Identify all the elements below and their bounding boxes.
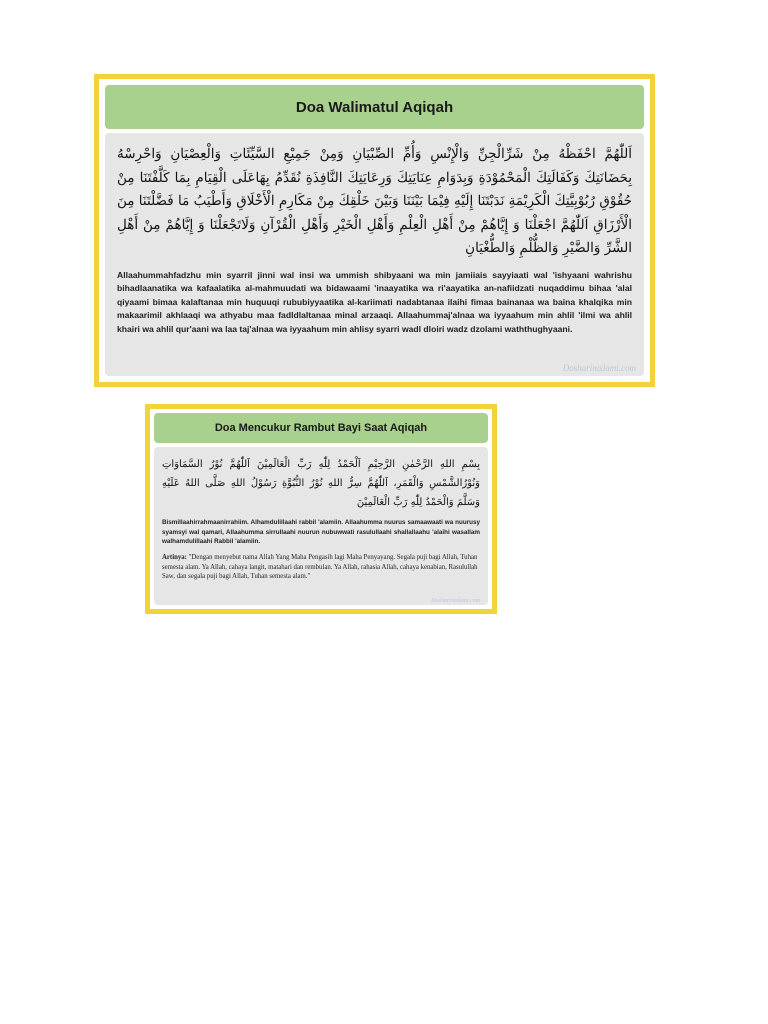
translation-label: Artinya: <box>162 553 187 561</box>
latin-transliteration: Bismillaahirrahmaanirrahiim. Alhamdulillaahi rabbil 'alamiin. Allaahumma nuurus samaawaati wa nuurusy syamsyi wal qamari, Allaahumma sirrullaahi nuurun nubuwwati rasulullaahi shallallaahu 'alaihi wasallam walhamdulillaahi Rabbil 'alamiin. <box>162 519 480 546</box>
doa-walimatul-aqiqah-card <box>94 74 655 387</box>
watermark: Dosharinislami.com <box>431 598 480 604</box>
arabic-prayer-text: بِسْمِ اللهِ الرَّحْمٰنِ الرَّحِيْمِ اَلْحَمْدُ لِلّٰهِ رَبِّ الْعَالَمِيْنَ اَللّٰهُمَّ نُوْرُ السَّمَاوَاتِ وَنُوْرُالشَّمْسِ وَالْقَمَرِ، اَللّٰهُمَّ سِرُّ اللهِ نُوْرُ النُّبُوَّةِ رَسُوْلُ اللهِ صَلَّى اللهُ عَلَيْهِ وَسَلَّمَ وَالْحَمْدُ لِلّٰهِ رَبِّ الْعَالَمِيْنَ <box>162 459 480 508</box>
card-title: Doa Walimatul Aqiqah <box>105 85 644 129</box>
latin-transliteration: Allaahummahfadzhu min syarril jinni wal insi wa ummish shibyaani wa min jamiiais sayyiaati wal 'ishyaani wahrishu bihadlaanatika wa kafaalatika al-mahmuudati wa bidawaami 'inaayatika wa ri'aayatika an-nafiidzati nuqaddimu bihaa 'alal qiyaami bimaa kalaftanaa min huquuqi rububiyyaatika al-kariimati nadabtanaa ilaihi fimaa bainanaa wa baina khalqika min makaarimil akhlaaqi wa athyabu maa fadldlaltanaa minal arzaaqi. Allaahummaj'alnaa wa iyyaahum min ahlil 'ilmi wa ahlil khairi wa ahlil qur'aani wa laa taj'alnaa wa iyyaahum min ahlisy syarri wadl dloiri wadz dzolami waththughyaani. <box>117 269 632 334</box>
card-inner <box>99 79 650 382</box>
card-inner <box>150 409 492 609</box>
doa-mencukur-rambut-card <box>145 404 497 614</box>
arabic-prayer-text: اَللّٰهُمَّ احْفَظْهُ مِنْ شَرِّالْجِنِّ وَالْإِنْسِ وَأُمِّ الصِّبْيَانِ وَمِنْ جَمِيْعِ السَّيِّئَاتِ وَالْعِصْيَانِ وَاحْرِسْهُ بِحَضَانَتِكَ وَكَفَالَتِكَ الْمَحْمُوْدَةِ وَبِدَوَامِ عِنَايَتِكَ وَرِعَايَتِكَ النَّافِذَةِ نُقَدِّمُ بِهَاعَلَى الْقِيَامِ بِمَا كَلَّفْتَنَا مِنْ حُقُوْقِ رُبُوْبِيَّتِكَ الْكَرِيْمَةِ نَدَبْتَنَا إِلَيْهِ فِيْمَا بَيْنَنَا وَبَيْنَ خَلْقِكَ مِنْ مَكَارِمِ الْأَخْلَاقِ وَأَطْيَبُ مَا فَضَّلْتَنَا مِنَ الْأَرْزَاقِ اَللّٰهُمَّ اجْعَلْنَا وَ إِيَّاهُمْ مِنْ أَهْلِ الْعِلْمِ وَأَهْلِ الْخَيْرِ وَأَهْلِ الْقُرْآنِ وَلَاتَجْعَلْنَا وَ إِيَّاهُمْ مِنْ أَهْلِ الشَّرِّ وَالضَّيْرِ وَالظُّلْمِ وَالطُّغْيَانِ <box>117 146 632 256</box>
translation-text: "Dengan menyebut nama Allah Yang Maha Pengasih lagi Maha Penyayang. Segala puji bagi Allah, Tuhan semesta alam. Ya Allah, cahaya langit, matahari dan rembulan. Ya Allah, rahasia Allah, cahaya kenabian, Rasulullah Saw, dan segala puji bagi Allah, Tuhan semesta alam." <box>162 553 478 581</box>
card-title: Doa Mencukur Rambut Bayi Saat Aqiqah <box>154 413 488 443</box>
watermark: Dosharinislami.com <box>562 363 636 373</box>
card-body <box>105 133 644 376</box>
translation-paragraph <box>162 553 480 582</box>
card-body <box>154 447 488 605</box>
